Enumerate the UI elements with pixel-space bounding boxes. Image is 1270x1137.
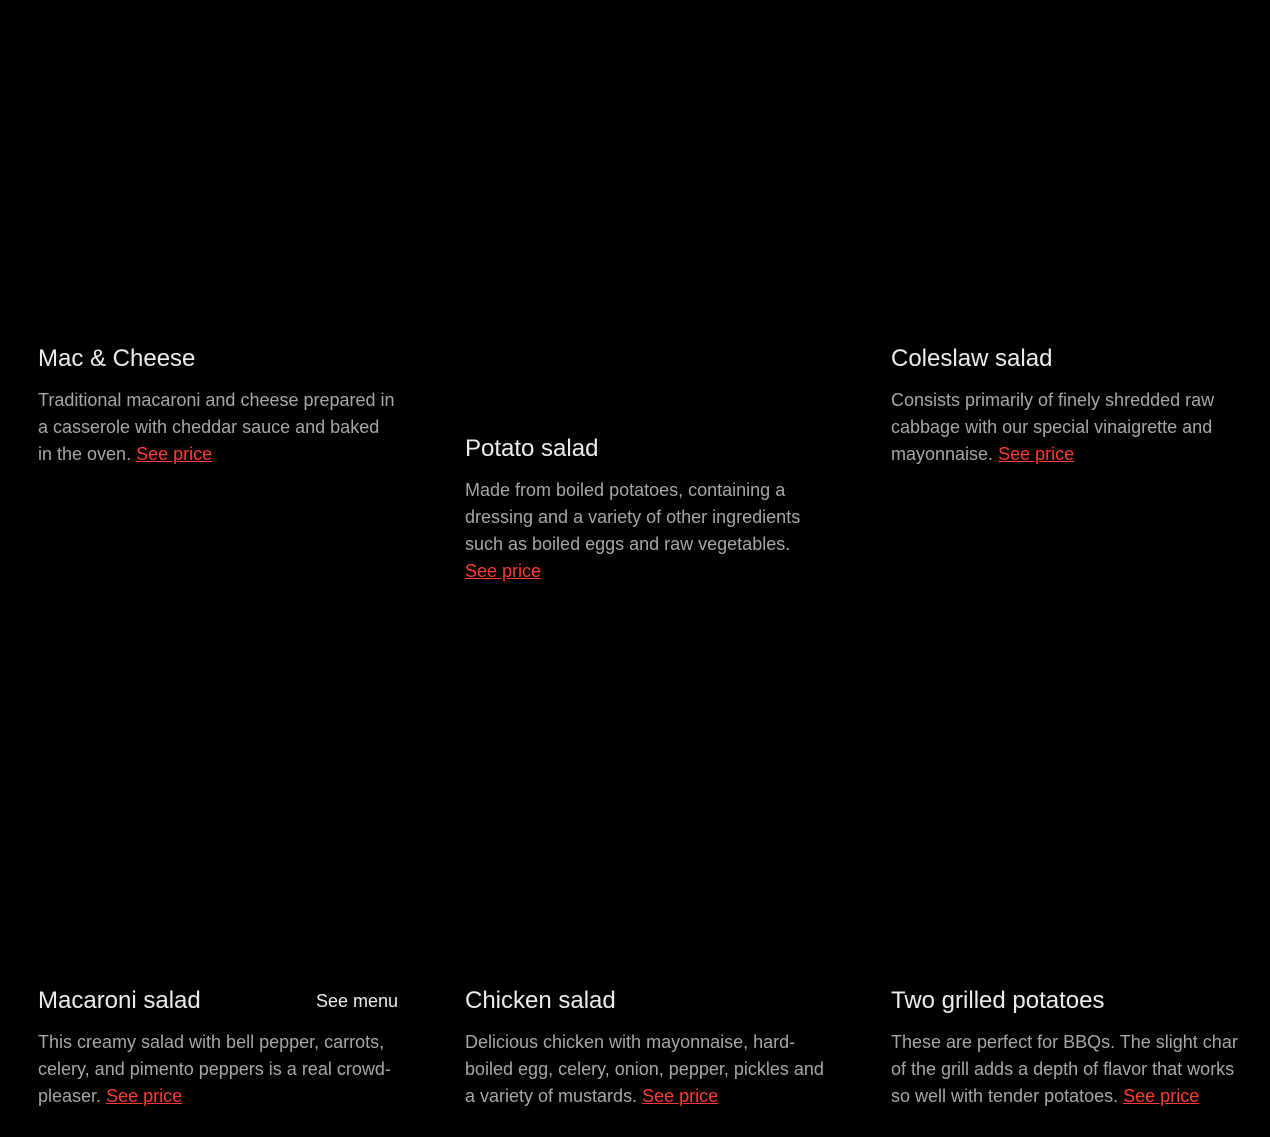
item-description (891, 387, 1226, 468)
menu-item-potato-salad (465, 435, 820, 585)
menu-item-two-grilled-potatoes (891, 987, 1246, 1110)
item-description (465, 1029, 825, 1110)
see-price-link[interactable]: See price (998, 444, 1075, 464)
item-title: Macaroni salad (38, 987, 201, 1014)
item-title: Chicken salad (465, 987, 616, 1014)
item-description (891, 1029, 1246, 1110)
item-title: Coleslaw salad (891, 345, 1053, 372)
see-price-link[interactable]: See price (106, 1086, 183, 1106)
item-description-text: Consists primarily of finely shredded raw cabbage with our special vinaigrette and mayonnaise. (891, 390, 1215, 464)
see-menu-link[interactable]: See menu (315, 991, 398, 1011)
item-description (465, 477, 820, 585)
item-description-text: This creamy salad with bell pepper, carrots, celery, and pimento peppers is a real crowd-pleaser. (38, 1032, 391, 1106)
see-price-link[interactable]: See price (1123, 1086, 1200, 1106)
item-title: Mac & Cheese (38, 345, 196, 372)
see-price-link[interactable]: See price (136, 444, 213, 464)
menu-item-coleslaw-salad (891, 345, 1226, 468)
item-description-text: Delicious chicken with mayonnaise, hard-boiled egg, celery, onion, pepper, pickles and a variety of mustards. (465, 1032, 824, 1106)
item-title: Potato salad (465, 435, 599, 462)
item-description-text: These are perfect for BBQs. The slight char of the grill adds a depth of flavor that works so well with tender potatoes. (891, 1032, 1238, 1106)
menu-item-chicken-salad (465, 987, 825, 1110)
item-title: Two grilled potatoes (891, 987, 1105, 1014)
item-description (38, 1029, 398, 1110)
menu-item-macaroni-salad (38, 987, 398, 1110)
see-price-link[interactable]: See price (465, 561, 542, 581)
item-description (38, 387, 398, 468)
item-description-text: Made from boiled potatoes, containing a dressing and a variety of other ingredients such as boiled eggs and raw vegetables. (465, 480, 801, 554)
menu-item-mac-cheese (38, 345, 398, 468)
item-description-text: Traditional macaroni and cheese prepared in a casserole with cheddar sauce and baked in the oven. (38, 390, 395, 464)
see-price-link[interactable]: See price (642, 1086, 719, 1106)
